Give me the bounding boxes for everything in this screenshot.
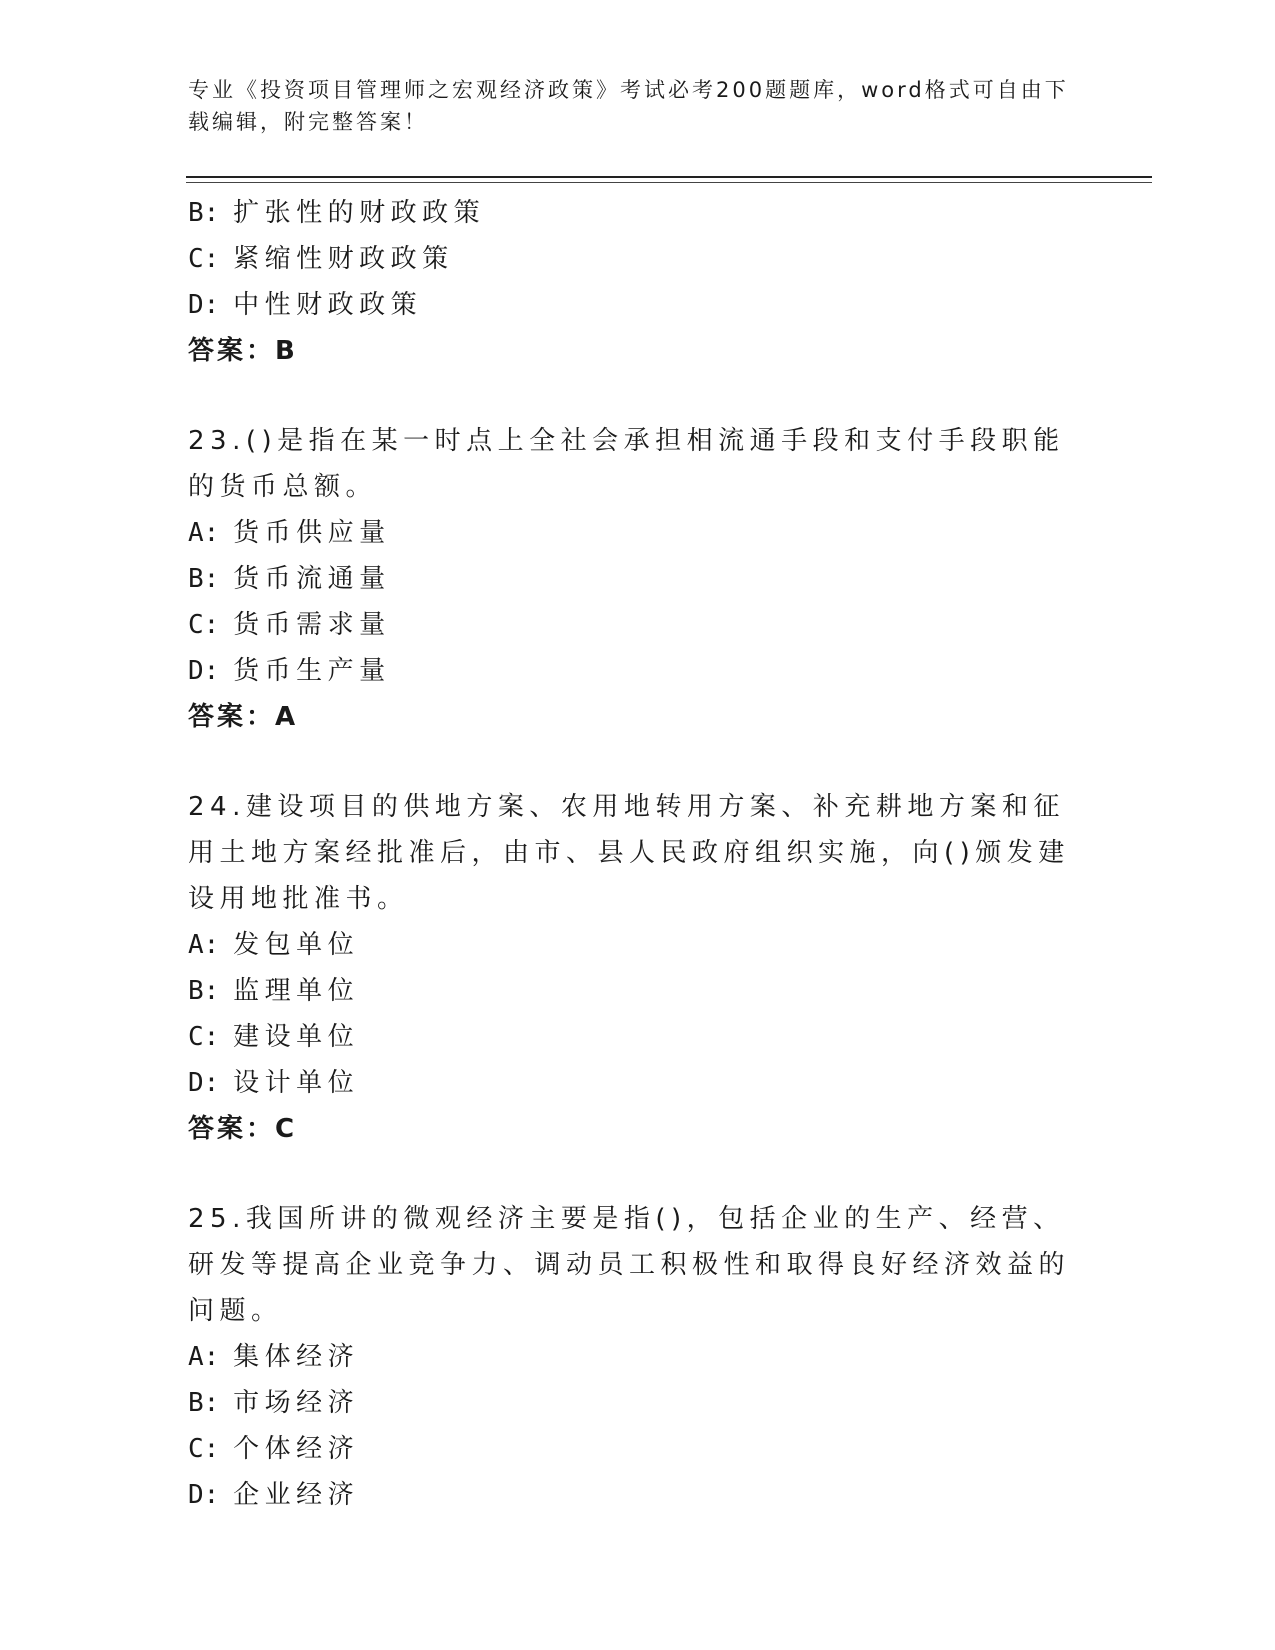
header-title: 专业《投资项目管理师之宏观经济政策》考试必考200题题库，word格式可自由下载编辑，附完整答案！ bbox=[188, 78, 1069, 134]
question-list bbox=[188, 190, 1088, 1518]
option-c: C: 货币需求量 bbox=[188, 610, 391, 640]
option-b: B: 扩张性的财政政策 bbox=[188, 198, 486, 228]
option-c: C: 建设单位 bbox=[188, 1022, 360, 1052]
option-a: A: 发包单位 bbox=[188, 930, 360, 960]
question-24 bbox=[188, 784, 1088, 1152]
question-stem: 25.我国所讲的微观经济主要是指()，包括企业的生产、经营、研发等提高企业竞争力、调动员工积极性和取得良好经济效益的问题。 bbox=[188, 1204, 1071, 1326]
question-25 bbox=[188, 1196, 1088, 1518]
option-b: B: 市场经济 bbox=[188, 1388, 360, 1418]
answer: 答案：C bbox=[188, 1114, 298, 1144]
answer: 答案：A bbox=[188, 702, 299, 732]
option-a: A: 集体经济 bbox=[188, 1342, 360, 1372]
question-stem: 23.()是指在某一时点上全社会承担相流通手段和支付手段职能的货币总额。 bbox=[188, 426, 1065, 502]
option-a: A: 货币供应量 bbox=[188, 518, 391, 548]
question-23 bbox=[188, 418, 1088, 740]
answer: 答案：B bbox=[188, 336, 298, 366]
option-d: D: 企业经济 bbox=[188, 1480, 360, 1510]
option-b: B: 监理单位 bbox=[188, 976, 360, 1006]
header-divider-thick bbox=[186, 176, 1152, 178]
option-d: D: 货币生产量 bbox=[188, 656, 391, 686]
question-22-continued bbox=[188, 190, 1088, 374]
option-c: C: 紧缩性财政政策 bbox=[188, 244, 454, 274]
question-stem: 24.建设项目的供地方案、农用地转用方案、补充耕地方案和征用土地方案经批准后，由市、县人民政府组织实施，向()颁发建设用地批准书。 bbox=[188, 792, 1070, 914]
option-c: C: 个体经济 bbox=[188, 1434, 360, 1464]
option-d: D: 设计单位 bbox=[188, 1068, 360, 1098]
document-header bbox=[188, 74, 1088, 138]
header-divider-thin bbox=[186, 182, 1152, 183]
option-b: B: 货币流通量 bbox=[188, 564, 391, 594]
option-d: D: 中性财政政策 bbox=[188, 290, 423, 320]
